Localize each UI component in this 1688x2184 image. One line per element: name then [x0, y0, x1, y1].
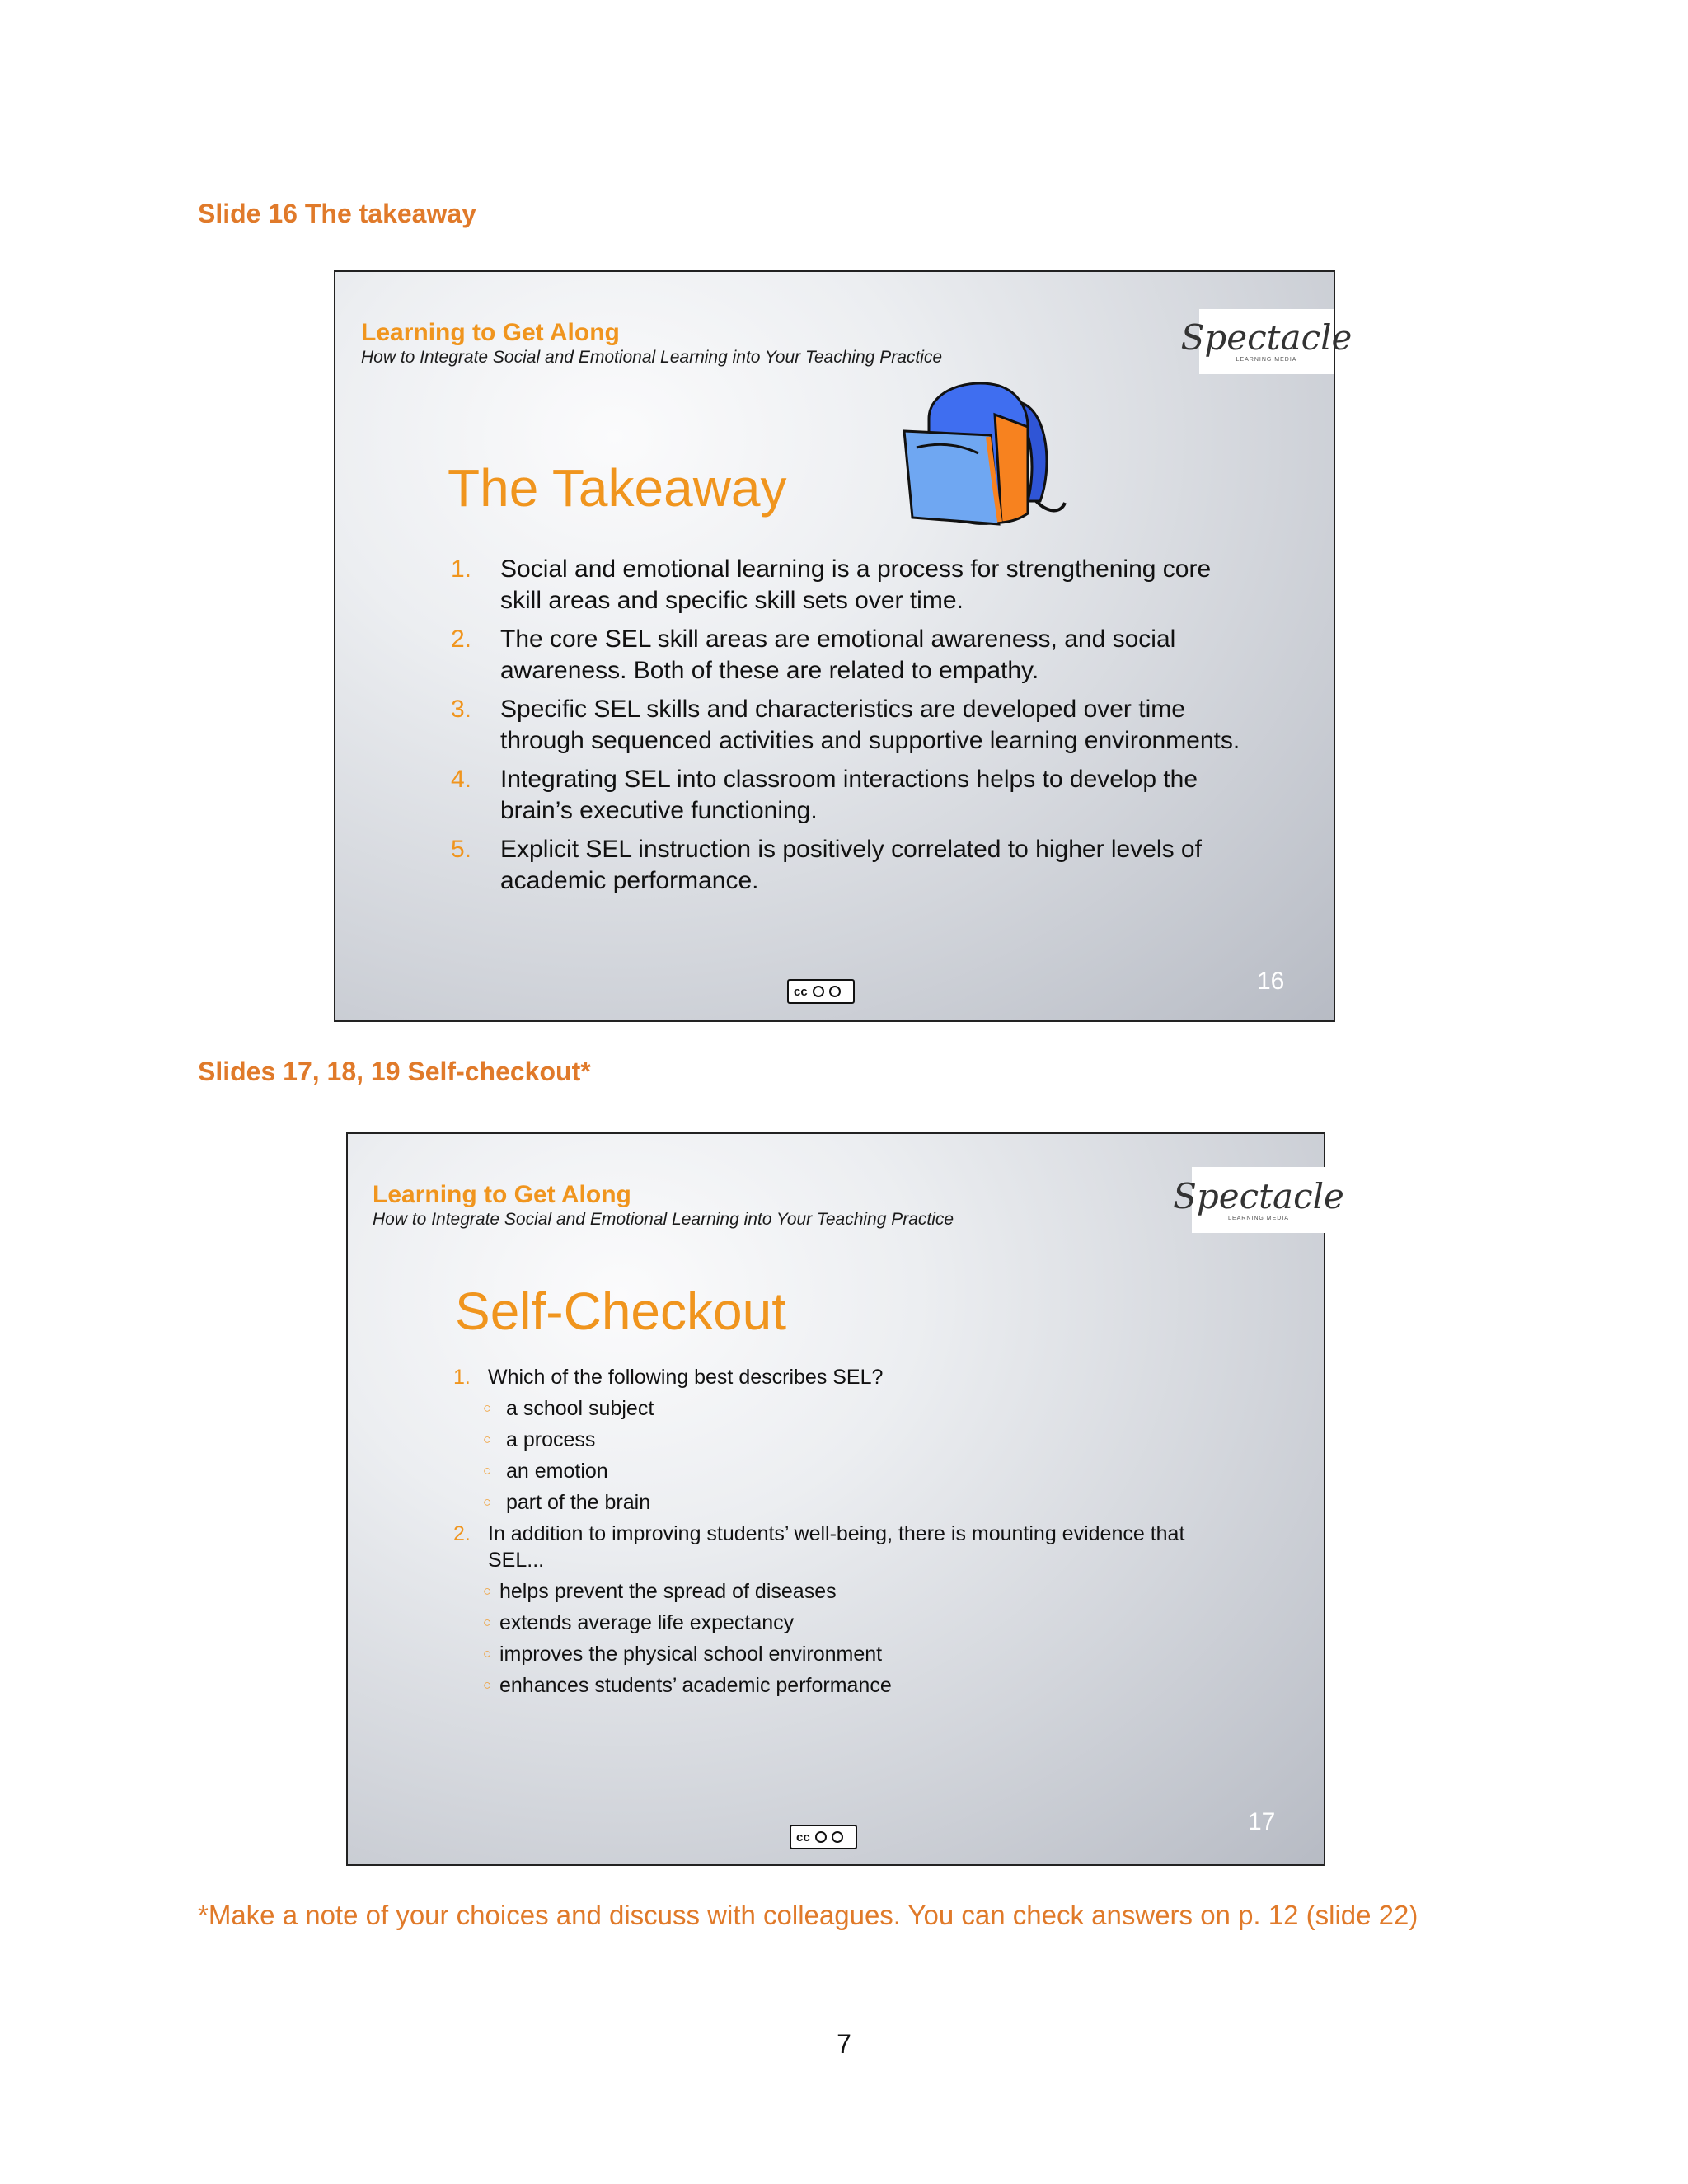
item-text: Social and emotional learning is a process for strengthening core skill areas and specific skill sets over time. — [500, 555, 1212, 614]
option-text: a process — [506, 1428, 596, 1451]
spectacle-logo — [1173, 1167, 1344, 1233]
answer-option — [453, 1607, 1228, 1638]
takeaway-item — [451, 764, 1242, 827]
circle-bullet-icon: ○ — [483, 1583, 492, 1599]
takeaway-list — [451, 554, 1242, 897]
creative-commons-badge — [787, 979, 855, 1004]
option-text: enhances students’ academic performance — [499, 1674, 892, 1697]
option-text: improves the physical school environment — [499, 1643, 883, 1666]
question-number: 1. — [453, 1366, 471, 1389]
page-number: 7 — [837, 2029, 851, 2059]
question-2 — [453, 1518, 1213, 1576]
answer-option — [453, 1487, 1228, 1518]
question-number: 2. — [453, 1522, 471, 1545]
answer-option — [453, 1424, 1228, 1455]
cc-label: cc — [796, 1830, 810, 1844]
option-text: part of the brain — [506, 1491, 651, 1514]
item-text: Integrating SEL into classroom interactions helps to develop the brain’s executive functioning. — [500, 766, 1198, 824]
cc-nc-icon — [832, 1831, 843, 1843]
slide-17-image — [346, 1132, 1344, 1866]
slide-main-title: Self-Checkout — [455, 1282, 786, 1341]
backpack-icon — [896, 377, 1069, 534]
cc-by-icon — [815, 1831, 827, 1843]
option-text: helps prevent the spread of diseases — [499, 1580, 837, 1603]
circle-bullet-icon: ○ — [483, 1463, 492, 1479]
section-heading-slide-16: Slide 16 The takeaway — [198, 199, 476, 228]
item-text: The core SEL skill areas are emotional awareness, and social awareness. Both of these are related to empathy. — [500, 626, 1176, 684]
slide-number: 17 — [1248, 1808, 1276, 1835]
logo-tagline: LEARNING MEDIA — [1228, 1215, 1289, 1221]
option-text: an emotion — [506, 1460, 608, 1483]
option-text: extends average life expectancy — [499, 1611, 795, 1634]
slide-16-image — [334, 270, 1353, 1022]
answer-option — [453, 1393, 1228, 1424]
circle-bullet-icon: ○ — [483, 1400, 492, 1416]
answer-option — [453, 1638, 1228, 1670]
item-number: 2. — [451, 626, 472, 653]
item-text: Explicit SEL instruction is positively correlated to higher levels of academic performance. — [500, 836, 1202, 894]
question-1 — [453, 1361, 1228, 1393]
slide-number: 16 — [1257, 968, 1285, 995]
slide-main-title: The Takeaway — [448, 458, 787, 518]
circle-bullet-icon: ○ — [483, 1615, 492, 1630]
item-text: Specific SEL skills and characteristics are developed over time through sequenced activities and supportive learning environments. — [500, 696, 1240, 754]
quiz-questions — [453, 1361, 1228, 1701]
takeaway-item — [451, 624, 1242, 687]
question-text: Which of the following best describes SEL? — [488, 1366, 884, 1389]
item-number: 3. — [451, 696, 472, 723]
creative-commons-badge — [790, 1825, 857, 1849]
answer-option — [453, 1576, 1228, 1607]
takeaway-item — [451, 694, 1242, 757]
slide-series-title: Learning to Get Along — [373, 1181, 631, 1208]
circle-bullet-icon: ○ — [483, 1494, 492, 1510]
slide-series-subtitle: How to Integrate Social and Emotional Learning into Your Teaching Practice — [361, 348, 943, 367]
takeaway-item — [451, 834, 1242, 897]
cc-nc-icon — [829, 986, 841, 997]
cc-by-icon — [813, 986, 824, 997]
item-number: 4. — [451, 766, 472, 793]
item-number: 5. — [451, 836, 472, 863]
slide-series-subtitle: How to Integrate Social and Emotional Learning into Your Teaching Practice — [373, 1210, 954, 1229]
logo-wordmark: Spectacle — [1173, 1175, 1344, 1216]
answer-option — [453, 1670, 1228, 1701]
slide-series-title: Learning to Get Along — [361, 319, 620, 346]
takeaway-item — [451, 554, 1242, 616]
answer-option — [453, 1455, 1228, 1487]
item-number: 1. — [451, 555, 472, 583]
section-heading-slides-17-19: Slides 17, 18, 19 Self-checkout* — [198, 1057, 591, 1086]
circle-bullet-icon: ○ — [483, 1646, 492, 1661]
spectacle-logo — [1180, 309, 1353, 374]
circle-bullet-icon: ○ — [483, 1677, 492, 1693]
footnote: *Make a note of your choices and discuss with colleagues. You can check answers on p. 12 (slide 22) — [198, 1900, 1418, 1930]
logo-wordmark: Spectacle — [1180, 317, 1353, 358]
question-text: In addition to improving students’ well-being, there is mounting evidence that SEL... — [488, 1522, 1185, 1572]
logo-tagline: LEARNING MEDIA — [1236, 357, 1297, 363]
circle-bullet-icon: ○ — [483, 1432, 492, 1447]
cc-label: cc — [794, 984, 808, 999]
option-text: a school subject — [506, 1397, 654, 1420]
